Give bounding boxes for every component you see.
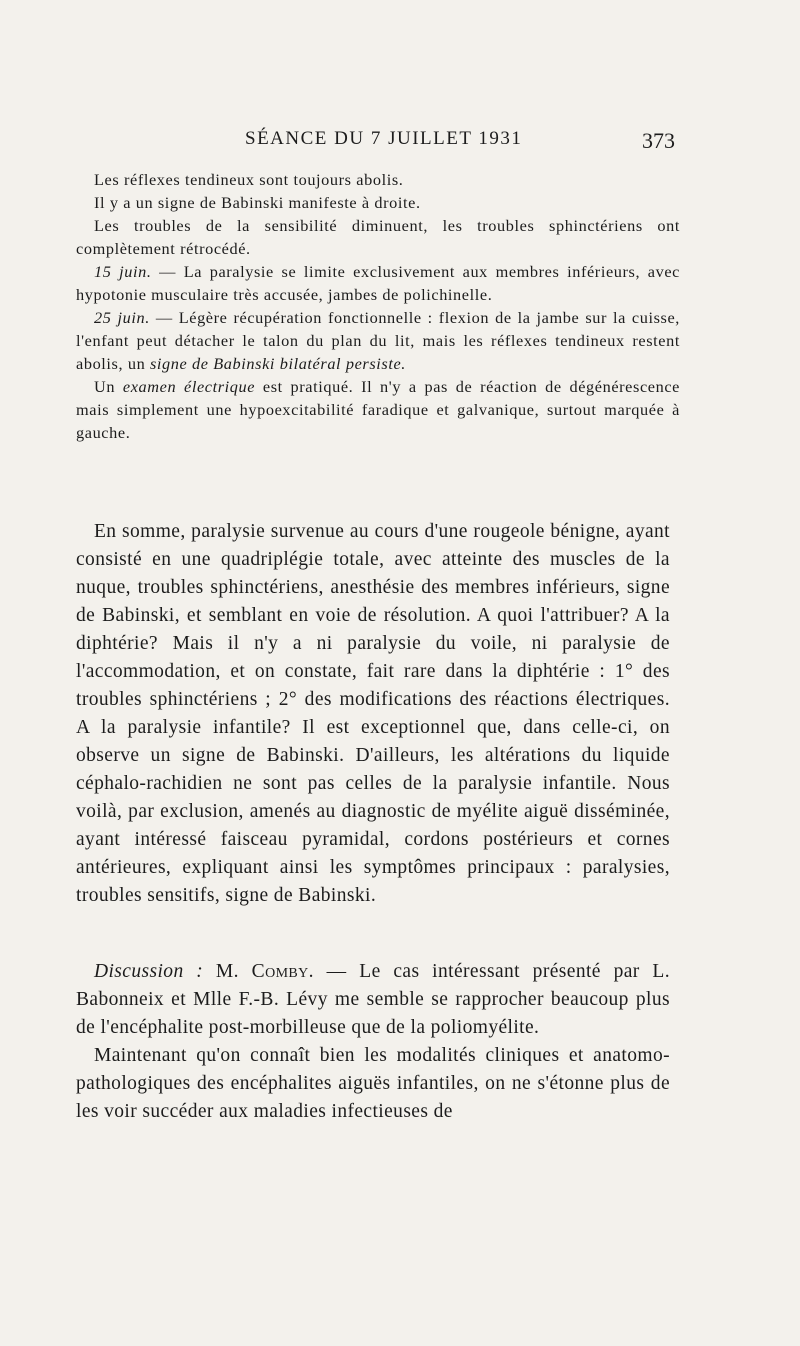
- summary-section: [76, 518, 670, 910]
- paragraph-babinski: Il y a un signe de Babinski manifeste à droite.: [94, 193, 421, 212]
- running-header: [0, 124, 800, 164]
- summary-paragraph: En somme, paralysie survenue au cours d'une rougeole bénigne, ayant consisté en une quadriplégie totale, avec atteinte des muscles de la nuque, troubles sphinctériens, anesthésie des membres inférieurs, signe de Babinski, et semblant en voie de résolution. A quoi l'attribuer? A la diphtérie? Mais il n'y a ni paralysie du voile, ni paralysie de l'accommodation, et on constate, fait rare dans la diphtérie : 1° des troubles sphinctériens ; 2° des modifications des réactions électriques. A la paralysie infantile? Il est exceptionnel que, dans celle-ci, on observe un signe de Babinski. D'ailleurs, les altérations du liquide céphalo-rachidien ne sont pas celles de la paralysie infantile. Nous voilà, par exclusion, amenés au diagnostic de myélite aiguë disséminée, ayant intéressé faisceau pyramidal, cordons postérieurs et cornes antérieures, expliquant ainsi les symptômes principaux : paralysies, troubles sensitifs, signe de Babinski.: [76, 521, 670, 906]
- date-25-juin: 25 juin.: [94, 308, 150, 327]
- paragraph-15-juin: [76, 260, 680, 306]
- paragraph-25-juin: [76, 306, 680, 375]
- discussion-text: . — Le cas intéressant présenté par L. Babonneix et Mlle F.-B. Lévy me semble se rapprocher beaucoup plus de l'encéphalite post-morbilleuse que de la poliomyélite.: [76, 961, 670, 1038]
- discussion-paragraph: [76, 958, 670, 1042]
- paragraph-15-juin-text: — La paralysie se limite exclusivement aux membres inférieurs, avec hypotonie musculaire très accusée, jambes de polichinelle.: [76, 262, 680, 304]
- paragraph-sensibility: Les troubles de la sensibilité diminuent, les troubles sphinctériens ont complètement rétrocédé.: [76, 216, 680, 258]
- speaker-prefix: M.: [203, 961, 252, 982]
- electric-exam-prefix: Un: [94, 377, 123, 396]
- header-title: SÉANCE DU 7 JUILLET 1931: [245, 128, 523, 149]
- case-notes: [76, 168, 680, 444]
- paragraph-reflexes: Les réflexes tendineux sont toujours abolis.: [94, 170, 404, 189]
- electric-exam-italic: examen électrique: [122, 377, 256, 396]
- paragraph-electric-exam: [76, 375, 680, 444]
- discussion-label: Discussion :: [94, 961, 204, 982]
- speaker-name: Comby: [251, 961, 309, 982]
- discussion-paragraph-2: Maintenant qu'on connaît bien les modalités cliniques et anatomo-pathologiques des encéphalites aiguës infantiles, on ne s'étonne plus de les voir succéder aux maladies infectieuses de: [76, 1045, 670, 1122]
- discussion-section: [76, 958, 670, 1126]
- page-number: 373: [642, 128, 675, 153]
- paragraph-25-juin-text: — Légère récupération fonctionnelle : flexion de la jambe sur la cuisse, l'enfant peut détacher le talon du plan du lit, mais les réflexes tendineux restent abolis, un: [76, 308, 680, 373]
- electric-exam-text: est pratiqué. Il n'y a pas de réaction de dégénérescence mais simplement une hypoexcitabilité faradique et galvanique, surtout marquée à gauche.: [76, 377, 680, 442]
- paragraph-25-juin-italic: signe de Babinski bilatéral persiste.: [149, 354, 406, 373]
- date-15-juin: 15 juin.: [94, 262, 152, 281]
